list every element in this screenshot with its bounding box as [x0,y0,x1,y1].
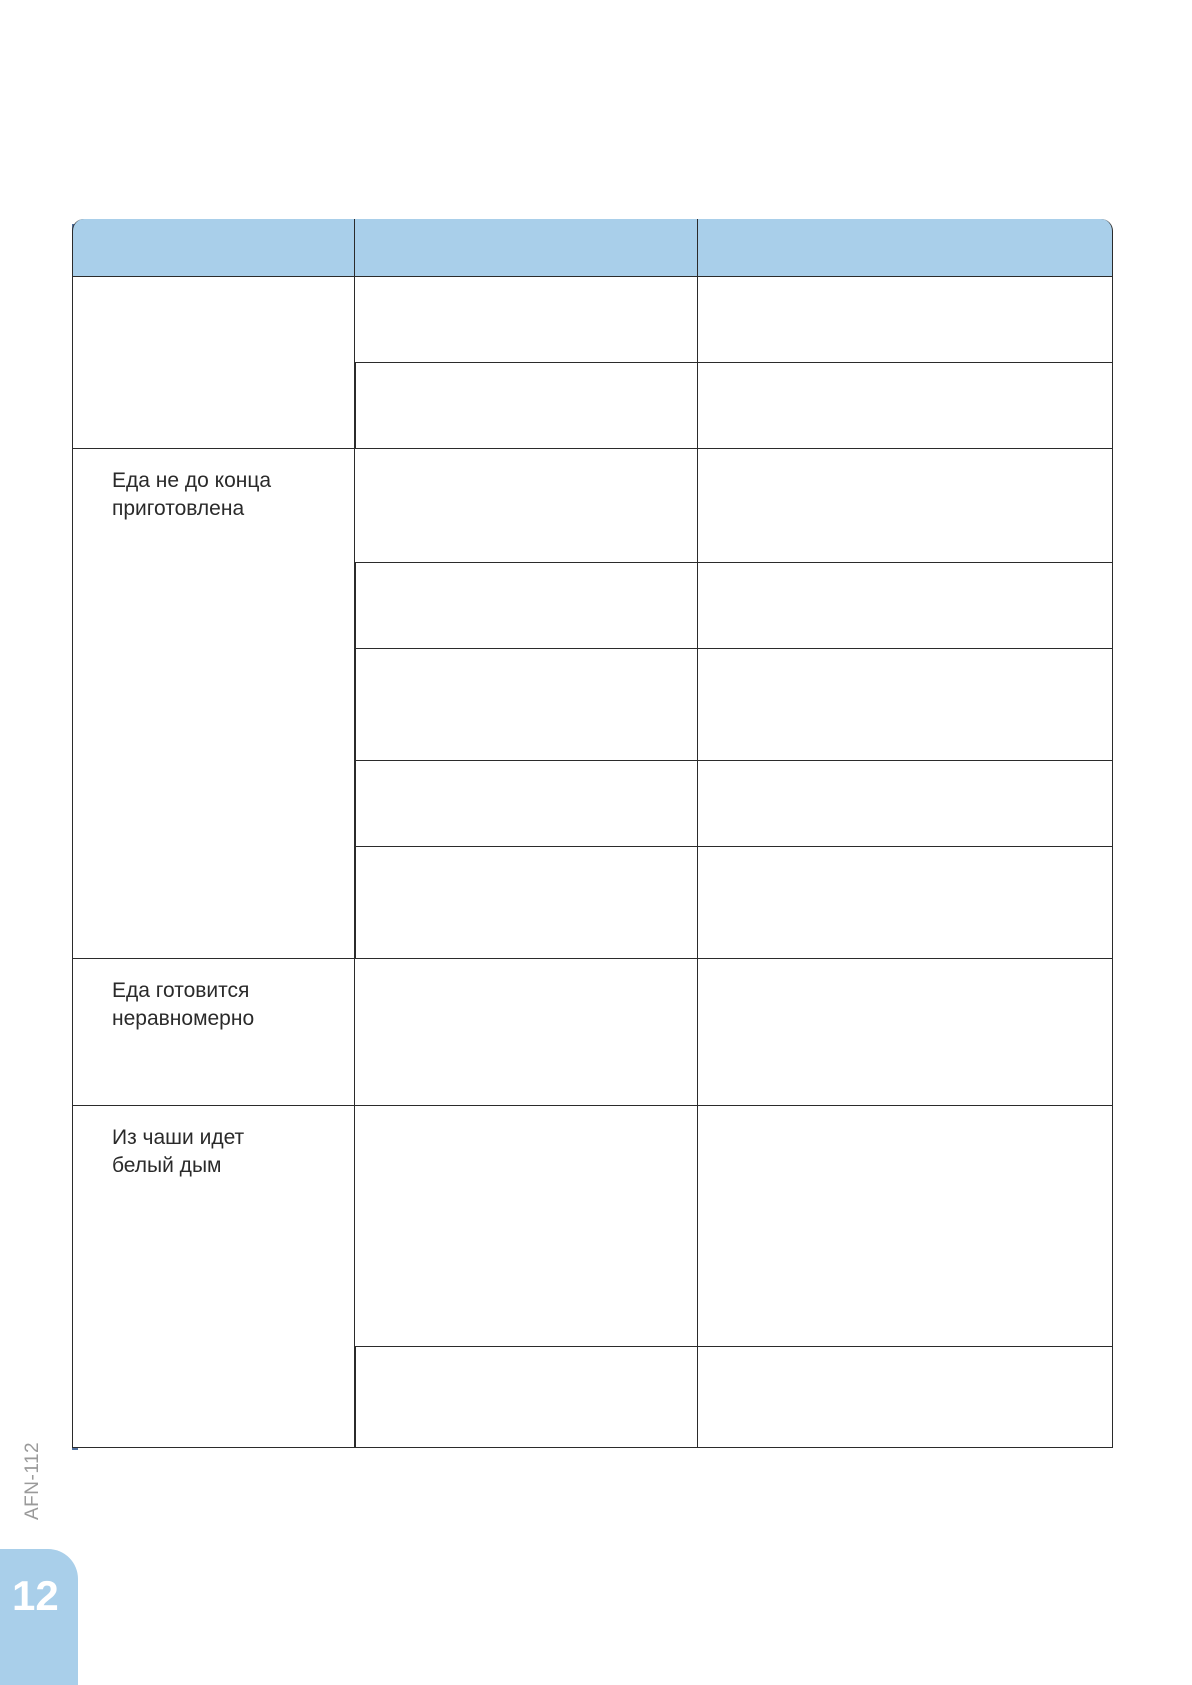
cause-cell [355,563,698,649]
cause-cell [355,1347,698,1448]
table-row [72,1106,1113,1347]
cause-cell [355,449,698,563]
solution-cell [698,959,1113,1106]
solution-cell [698,761,1113,847]
problem-text: Еда готовится неравномерно [112,979,255,1030]
problem-cell [72,449,355,959]
solution-cell [698,1106,1113,1347]
troubleshooting-table [72,219,1113,1448]
problem-cell [72,959,355,1106]
solution-cell [698,563,1113,649]
model-code: AFN-112 [22,1441,43,1520]
problem-text: Еда не до конца приготовлена [112,469,272,520]
cause-cell [355,847,698,959]
solution-cell [698,847,1113,959]
header-solution [698,219,1113,277]
header-cause [355,219,698,277]
solution-cell [698,363,1113,449]
header-problem [72,219,355,277]
cause-cell [355,959,698,1106]
cause-cell [355,649,698,761]
problem-text: Из чаши идет белый дым [112,1126,245,1177]
table-row [72,959,1113,1106]
cause-cell [355,1106,698,1347]
problem-cell [72,277,355,449]
problem-text [73,277,354,295]
cause-cell [355,363,698,449]
table-row [72,449,1113,563]
solution-cell [698,1347,1113,1448]
problem-cell [72,1106,355,1448]
table-header-row [72,219,1113,277]
solution-cell [698,277,1113,363]
page-number: 12 [12,1572,59,1619]
table-row [72,277,1113,363]
troubleshooting-table-wrapper [72,219,1113,1448]
cause-cell [355,761,698,847]
solution-cell [698,449,1113,563]
cause-cell [355,277,698,363]
solution-cell [698,649,1113,761]
